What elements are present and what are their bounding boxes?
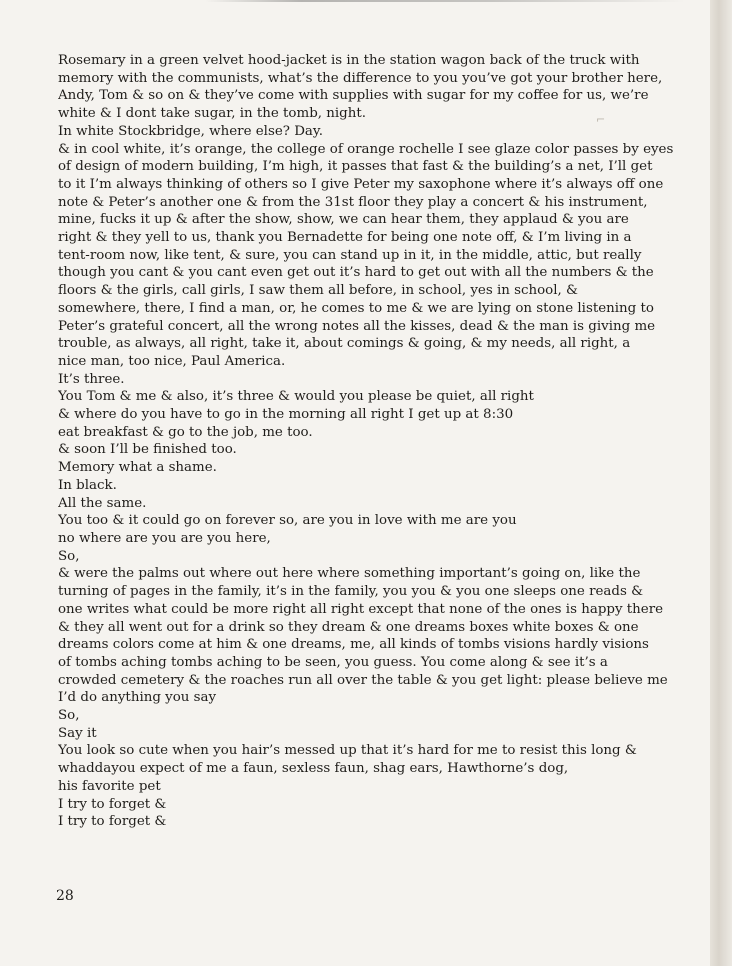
text-line: note & Peter’s another one & from the 31st floor they play a concert & his instrument, xyxy=(58,194,648,210)
text-line: Peter’s grateful concert, all the wrong notes all the kisses, dead & the man is giving me xyxy=(58,318,656,334)
text-line: crowded cemetery & the roaches run all over the table & you get light: please believe me xyxy=(58,672,668,688)
page-number: 28 xyxy=(56,888,74,904)
text-line: & in cool white, it’s orange, the college of orange rochelle I see glaze color passes by eyes xyxy=(58,141,674,157)
page-binding-edge xyxy=(710,0,732,966)
text-line: trouble, as always, all right, take it, about comings & going, & my needs, all right, a xyxy=(58,336,631,352)
text-line: right & they yell to us, thank you Bernadette for being one note off, & I’m living in a xyxy=(58,230,632,246)
text-line: of tombs aching tombs aching to be seen, you guess. You come along & see it’s a xyxy=(58,654,608,670)
text-line: In white Stockbridge, where else? Day. xyxy=(58,123,323,139)
text-line: mine, fucks it up & after the show, show, we can hear them, they applaud & you are xyxy=(58,212,629,228)
text-line: no where are you are you here, xyxy=(58,530,271,546)
text-line: Rosemary in a green velvet hood-jacket is in the station wagon back of the truck with xyxy=(58,53,640,68)
text-line: It’s three. xyxy=(58,371,125,387)
text-line: You Tom & me & also, it’s three & would you please be quiet, all right xyxy=(58,389,534,405)
text-line: & they all went out for a drink so they dream & one dreams boxes white boxes & one xyxy=(58,619,639,635)
text-line: white & I dont take sugar, in the tomb, night. xyxy=(58,106,367,122)
text-line: & soon I’ll be finished too. xyxy=(58,442,237,458)
text-line: eat breakfast & go to the job, me too. xyxy=(58,424,313,440)
text-line: In black. xyxy=(58,477,117,493)
text-line: dreams colors come at him & one dreams, me, all kinds of tombs visions hardly visions xyxy=(58,637,649,653)
text-line: I’d do anything you say xyxy=(58,690,217,706)
text-line: floors & the girls, call girls, I saw them all before, in school, yes in school, & xyxy=(58,283,578,299)
text-line: & where do you have to go in the morning all right I get up at 8:30 xyxy=(58,407,514,423)
text-line: All the same. xyxy=(58,495,147,511)
text-line: I try to forget & xyxy=(58,814,167,830)
text-line: tent-room now, like tent, & sure, you can stand up in it, in the middle, attic, but really xyxy=(58,247,642,263)
text-line: Say it xyxy=(58,725,97,741)
text-line: whaddayou expect of me a faun, sexless faun, shag ears, Hawthorne’s dog, xyxy=(58,761,569,777)
text-line: You too & it could go on forever so, are you in love with me are you xyxy=(58,513,517,529)
text-line: So, xyxy=(58,708,80,724)
text-line: of design of modern building, I’m high, it passes that fast & the building’s a net, I’ll get xyxy=(58,159,653,175)
text-line: You look so cute when you hair’s messed up that it’s hard for me to resist this long & xyxy=(58,743,637,759)
text-line: turning of pages in the family, it’s in the family, you you & you one sleeps one reads & xyxy=(58,584,644,600)
text-line: his favorite pet xyxy=(58,778,161,794)
text-line: Memory what a shame. xyxy=(58,460,217,476)
text-line: Andy, Tom & so on & they’ve come with supplies with sugar for my coffee for us, we’re xyxy=(58,88,649,104)
text-line: So, xyxy=(58,548,80,564)
text-line: though you cant & you cant even get out it’s hard to get out with all the numbers & the xyxy=(58,265,654,281)
text-line: memory with the communists, what’s the difference to you you’ve got your brother here, xyxy=(58,70,663,86)
poem-text xyxy=(58,52,678,831)
paper-speck-icon: ⌐ xyxy=(596,113,606,126)
text-line: to it I’m always thinking of others so I give Peter my saxophone where it’s always off one xyxy=(58,176,664,192)
text-line: I try to forget & xyxy=(58,796,167,812)
text-line: one writes what could be more right all right except that none of the ones is happy there xyxy=(58,601,664,617)
text-line: somewhere, there, I find a man, or, he comes to me & we are lying on stone listening to xyxy=(58,300,654,316)
text-line: nice man, too nice, Paul America. xyxy=(58,353,286,369)
text-line: & were the palms out where out here where something important’s going on, like the xyxy=(58,566,641,582)
top-edge-rule xyxy=(205,0,685,2)
